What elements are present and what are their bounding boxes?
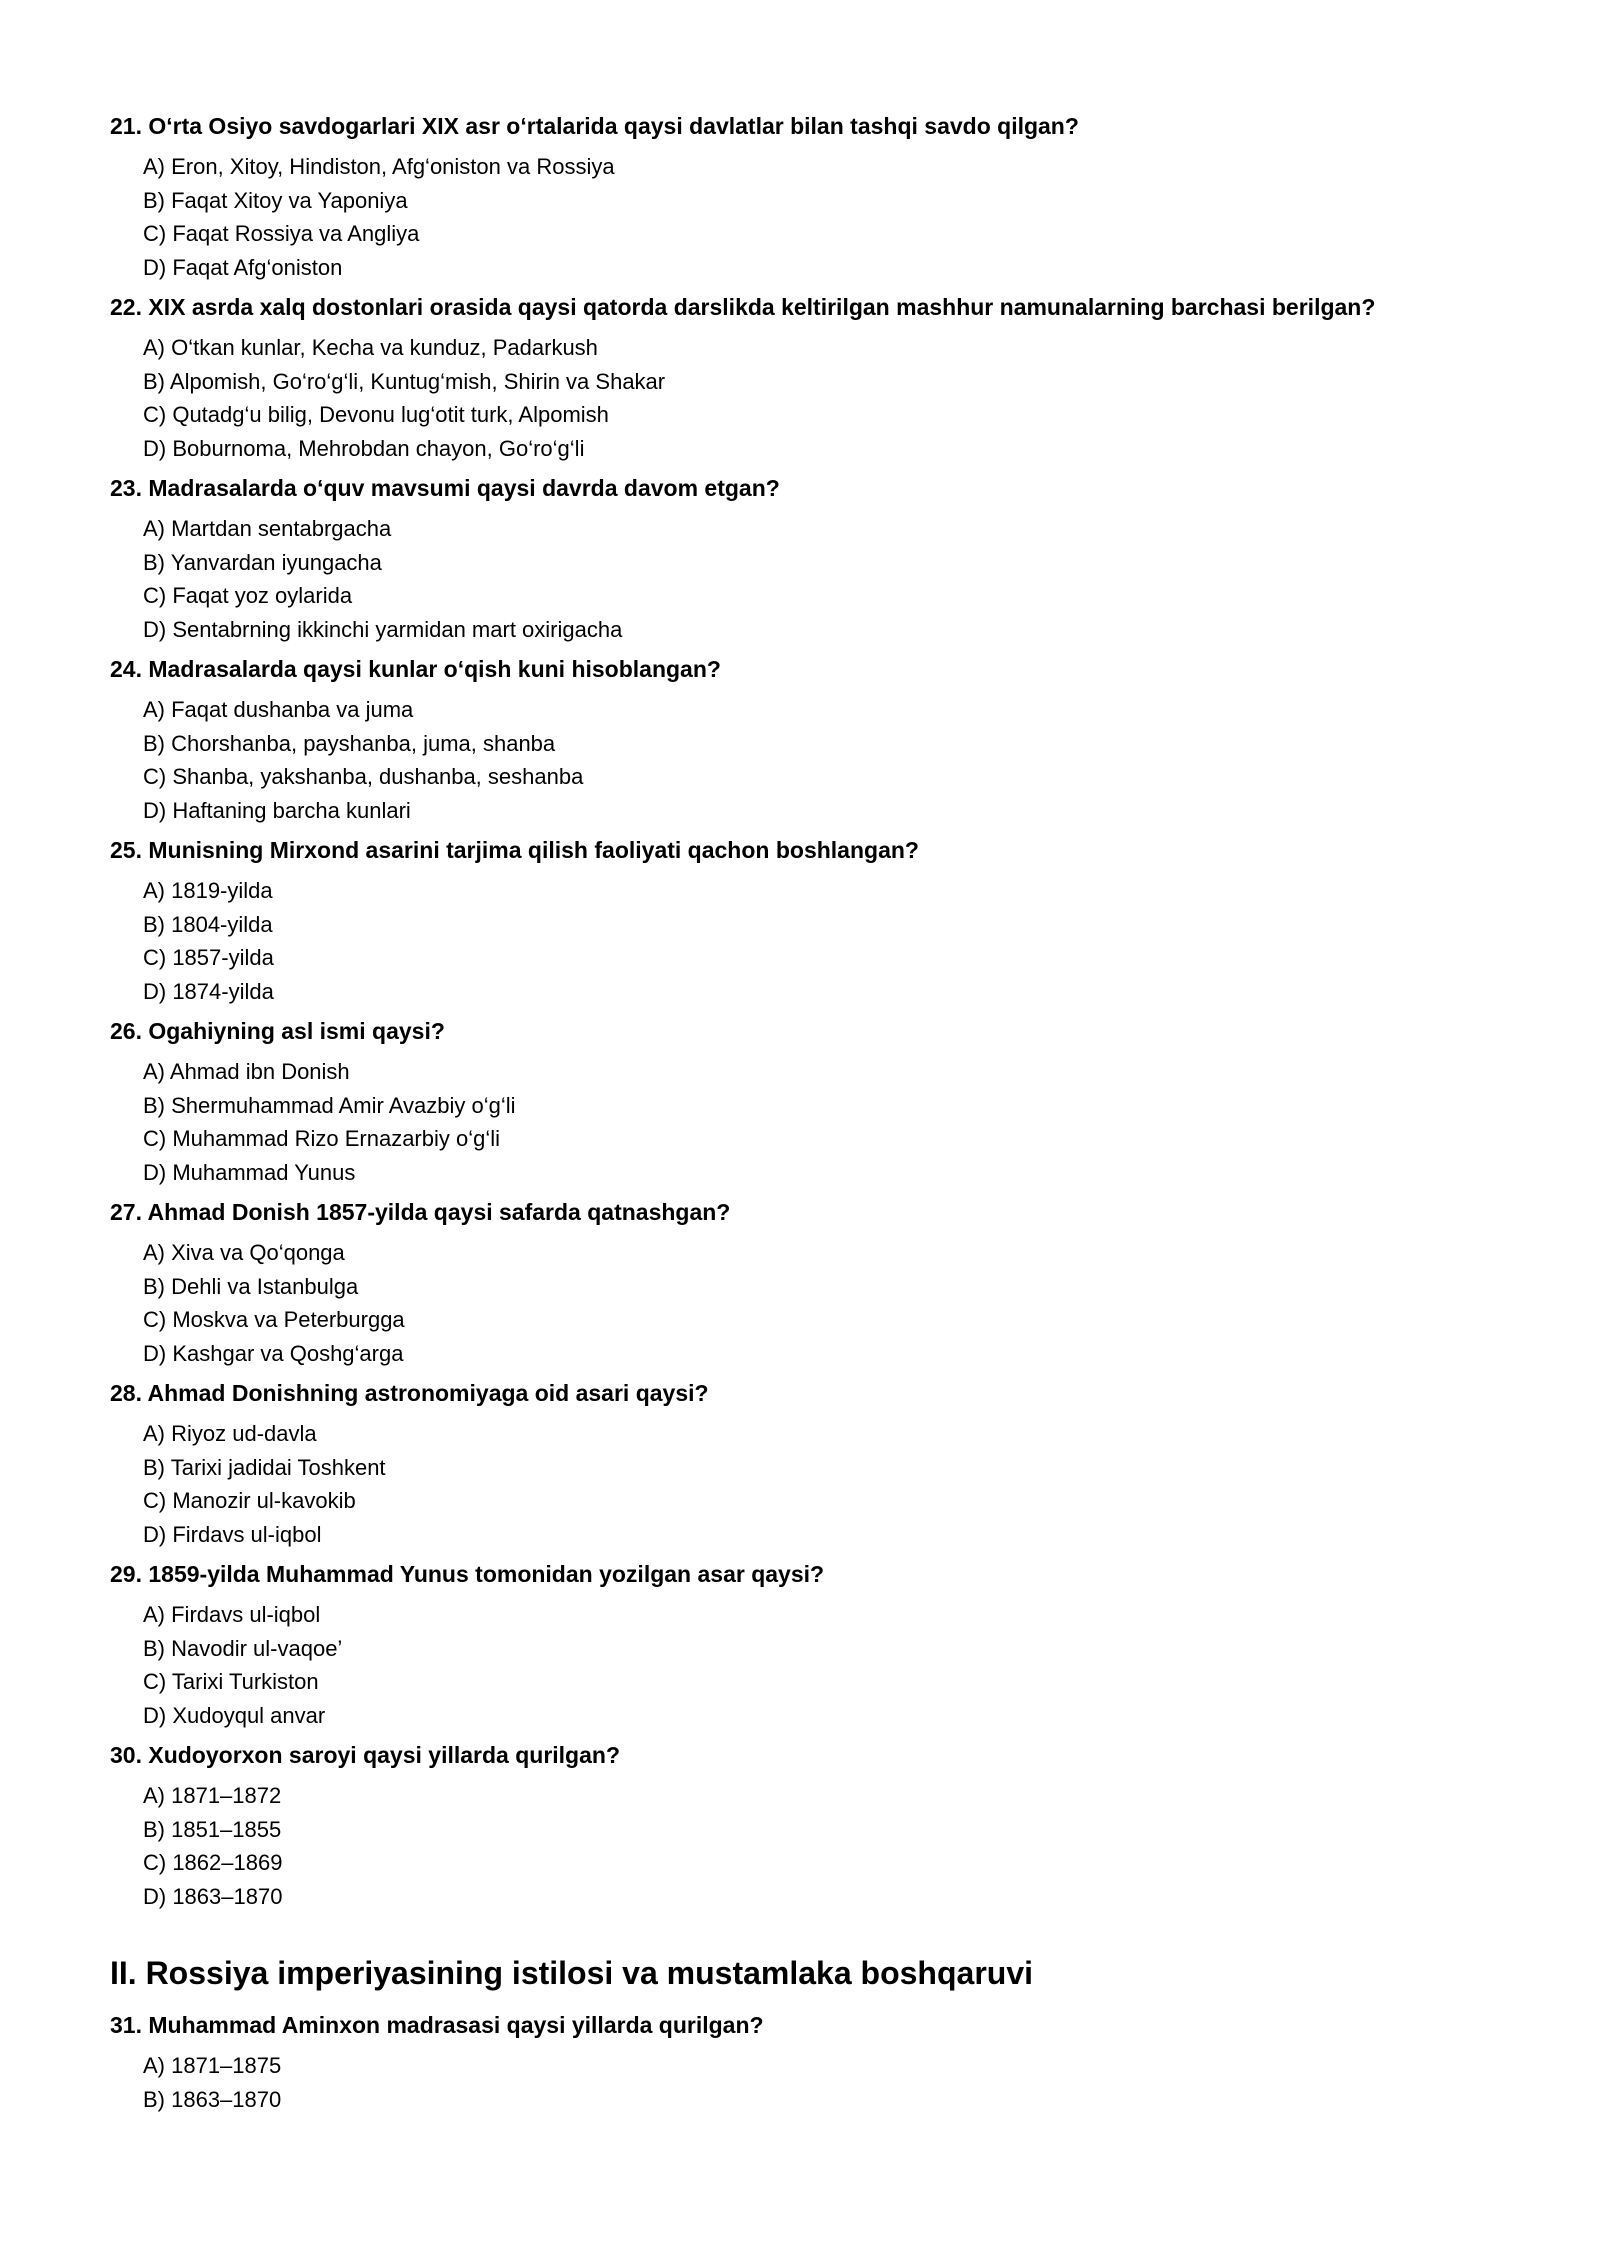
question-title: 28. Ahmad Donishning astronomiyaga oid asari qaysi? xyxy=(110,1380,709,1406)
question-title: 25. Munisning Mirxond asarini tarjima qilish faoliyati qachon boshlangan? xyxy=(110,837,919,863)
answer-option: D) Firdavs ul-iqbol xyxy=(143,1521,322,1547)
answer-options xyxy=(110,874,1540,1008)
question-list-part2 xyxy=(110,2011,1540,2116)
question-title: 27. Ahmad Donish 1857-yilda qaysi safarda qatnashgan? xyxy=(110,1199,731,1225)
answer-option: A) 1819-yilda xyxy=(143,878,273,903)
answer-option: B) Dehli va Istanbulga xyxy=(143,1273,359,1299)
question-block xyxy=(110,474,1540,646)
question-title: 29. 1859-yilda Muhammad Yunus tomonidan yozilgan asar qaysi? xyxy=(110,1561,825,1587)
answer-option: D) Xudoyqul anvar xyxy=(143,1702,326,1728)
answer-option: B) Navodir ul-vaqoe’ xyxy=(143,1635,343,1661)
answer-options xyxy=(110,693,1540,827)
answer-option: A) Xiva va Qo‘qonga xyxy=(143,1240,345,1265)
question-title: 24. Madrasalarda qaysi kunlar o‘qish kuni hisoblangan? xyxy=(110,656,721,682)
answer-options xyxy=(110,1779,1540,1913)
question-title: 21. O‘rta Osiyo savdogarlari XIX asr o‘rtalarida qaysi davlatlar bilan tashqi savdo qilgan? xyxy=(110,113,1079,139)
question-block xyxy=(110,1198,1540,1370)
answer-option: A) Martdan sentabrgacha xyxy=(143,516,392,541)
answer-option: D) Kashgar va Qoshg‘arga xyxy=(143,1340,404,1366)
answer-option: C) Shanba, yakshanba, dushanba, seshanba xyxy=(143,764,584,789)
answer-options xyxy=(110,331,1540,465)
answer-option: C) Moskva va Peterburgga xyxy=(143,1307,405,1332)
question-block xyxy=(110,1560,1540,1732)
answer-option: B) 1804-yilda xyxy=(143,911,273,937)
question-block xyxy=(110,293,1540,465)
answer-option: B) 1863–1870 xyxy=(143,2086,282,2112)
answer-option: A) 1871–1875 xyxy=(143,2053,282,2078)
answer-option: C) Faqat Rossiya va Angliya xyxy=(143,221,420,246)
answer-option: C) Tarixi Turkiston xyxy=(143,1669,319,1694)
answer-option: D) Haftaning barcha kunlari xyxy=(143,797,411,823)
answer-option: D) 1874-yilda xyxy=(143,978,274,1004)
question-block xyxy=(110,1017,1540,1189)
answer-option: A) Riyoz ud-davla xyxy=(143,1421,317,1446)
answer-options xyxy=(110,1055,1540,1189)
answer-option: C) Manozir ul-kavokib xyxy=(143,1488,356,1513)
question-block xyxy=(110,1741,1540,1913)
question-block xyxy=(110,1379,1540,1551)
answer-options xyxy=(110,1417,1540,1551)
answer-option: B) Shermuhammad Amir Avazbiy o‘g‘li xyxy=(143,1092,516,1118)
answer-option: B) Faqat Xitoy va Yaponiya xyxy=(143,187,408,213)
answer-option: D) 1863–1870 xyxy=(143,1883,283,1909)
answer-option: C) 1857-yilda xyxy=(143,945,274,970)
answer-option: C) Faqat yoz oylarida xyxy=(143,583,353,608)
question-title: 23. Madrasalarda o‘quv mavsumi qaysi davrda davom etgan? xyxy=(110,475,780,501)
question-list-part1 xyxy=(110,112,1540,1913)
answer-option: C) Qutadg‘u bilig, Devonu lug‘otit turk, Alpomish xyxy=(143,402,609,427)
question-title: 31. Muhammad Aminxon madrasasi qaysi yillarda qurilgan? xyxy=(110,2012,764,2038)
question-title: 22. XIX asrda xalq dostonlari orasida qaysi qatorda darslikda keltirilgan mashhur namunalarning barchasi berilgan? xyxy=(110,294,1376,320)
answer-options xyxy=(110,1236,1540,1370)
section-heading: II. Rossiya imperiyasining istilosi va mustamlaka boshqaruvi xyxy=(110,1955,1033,1991)
answer-option: D) Sentabrning ikkinchi yarmidan mart oxirigacha xyxy=(143,616,623,642)
question-block xyxy=(110,112,1540,284)
answer-option: B) 1851–1855 xyxy=(143,1816,282,1842)
answer-option: D) Faqat Afg‘oniston xyxy=(143,254,343,280)
question-block xyxy=(110,655,1540,827)
answer-option: C) 1862–1869 xyxy=(143,1850,283,1875)
answer-option: B) Yanvardan iyungacha xyxy=(143,549,382,575)
answer-option: A) Firdavs ul-iqbol xyxy=(143,1602,321,1627)
answer-option: B) Alpomish, Go‘ro‘g‘li, Kuntug‘mish, Shirin va Shakar xyxy=(143,368,666,394)
answer-option: A) Ahmad ibn Donish xyxy=(143,1059,350,1084)
answer-option: D) Muhammad Yunus xyxy=(143,1159,356,1185)
question-block xyxy=(110,836,1540,1008)
answer-option: B) Tarixi jadidai Toshkent xyxy=(143,1454,386,1480)
answer-options xyxy=(110,512,1540,646)
answer-option: B) Chorshanba, payshanba, juma, shanba xyxy=(143,730,556,756)
answer-options xyxy=(110,2049,1540,2116)
answer-options xyxy=(110,150,1540,284)
answer-option: A) Faqat dushanba va juma xyxy=(143,697,414,722)
answer-option: C) Muhammad Rizo Ernazarbiy o‘g‘li xyxy=(143,1126,501,1151)
answer-option: D) Boburnoma, Mehrobdan chayon, Go‘ro‘g‘li xyxy=(143,435,585,461)
question-title: 30. Xudoyorxon saroyi qaysi yillarda qurilgan? xyxy=(110,1742,620,1768)
question-block xyxy=(110,2011,1540,2116)
question-title: 26. Ogahiyning asl ismi qaysi? xyxy=(110,1018,445,1044)
answer-option: A) 1871–1872 xyxy=(143,1783,282,1808)
answer-option: A) Eron, Xitoy, Hindiston, Afg‘oniston va Rossiya xyxy=(143,154,615,179)
answer-options xyxy=(110,1598,1540,1732)
answer-option: A) O‘tkan kunlar, Kecha va kunduz, Padarkush xyxy=(143,335,598,360)
